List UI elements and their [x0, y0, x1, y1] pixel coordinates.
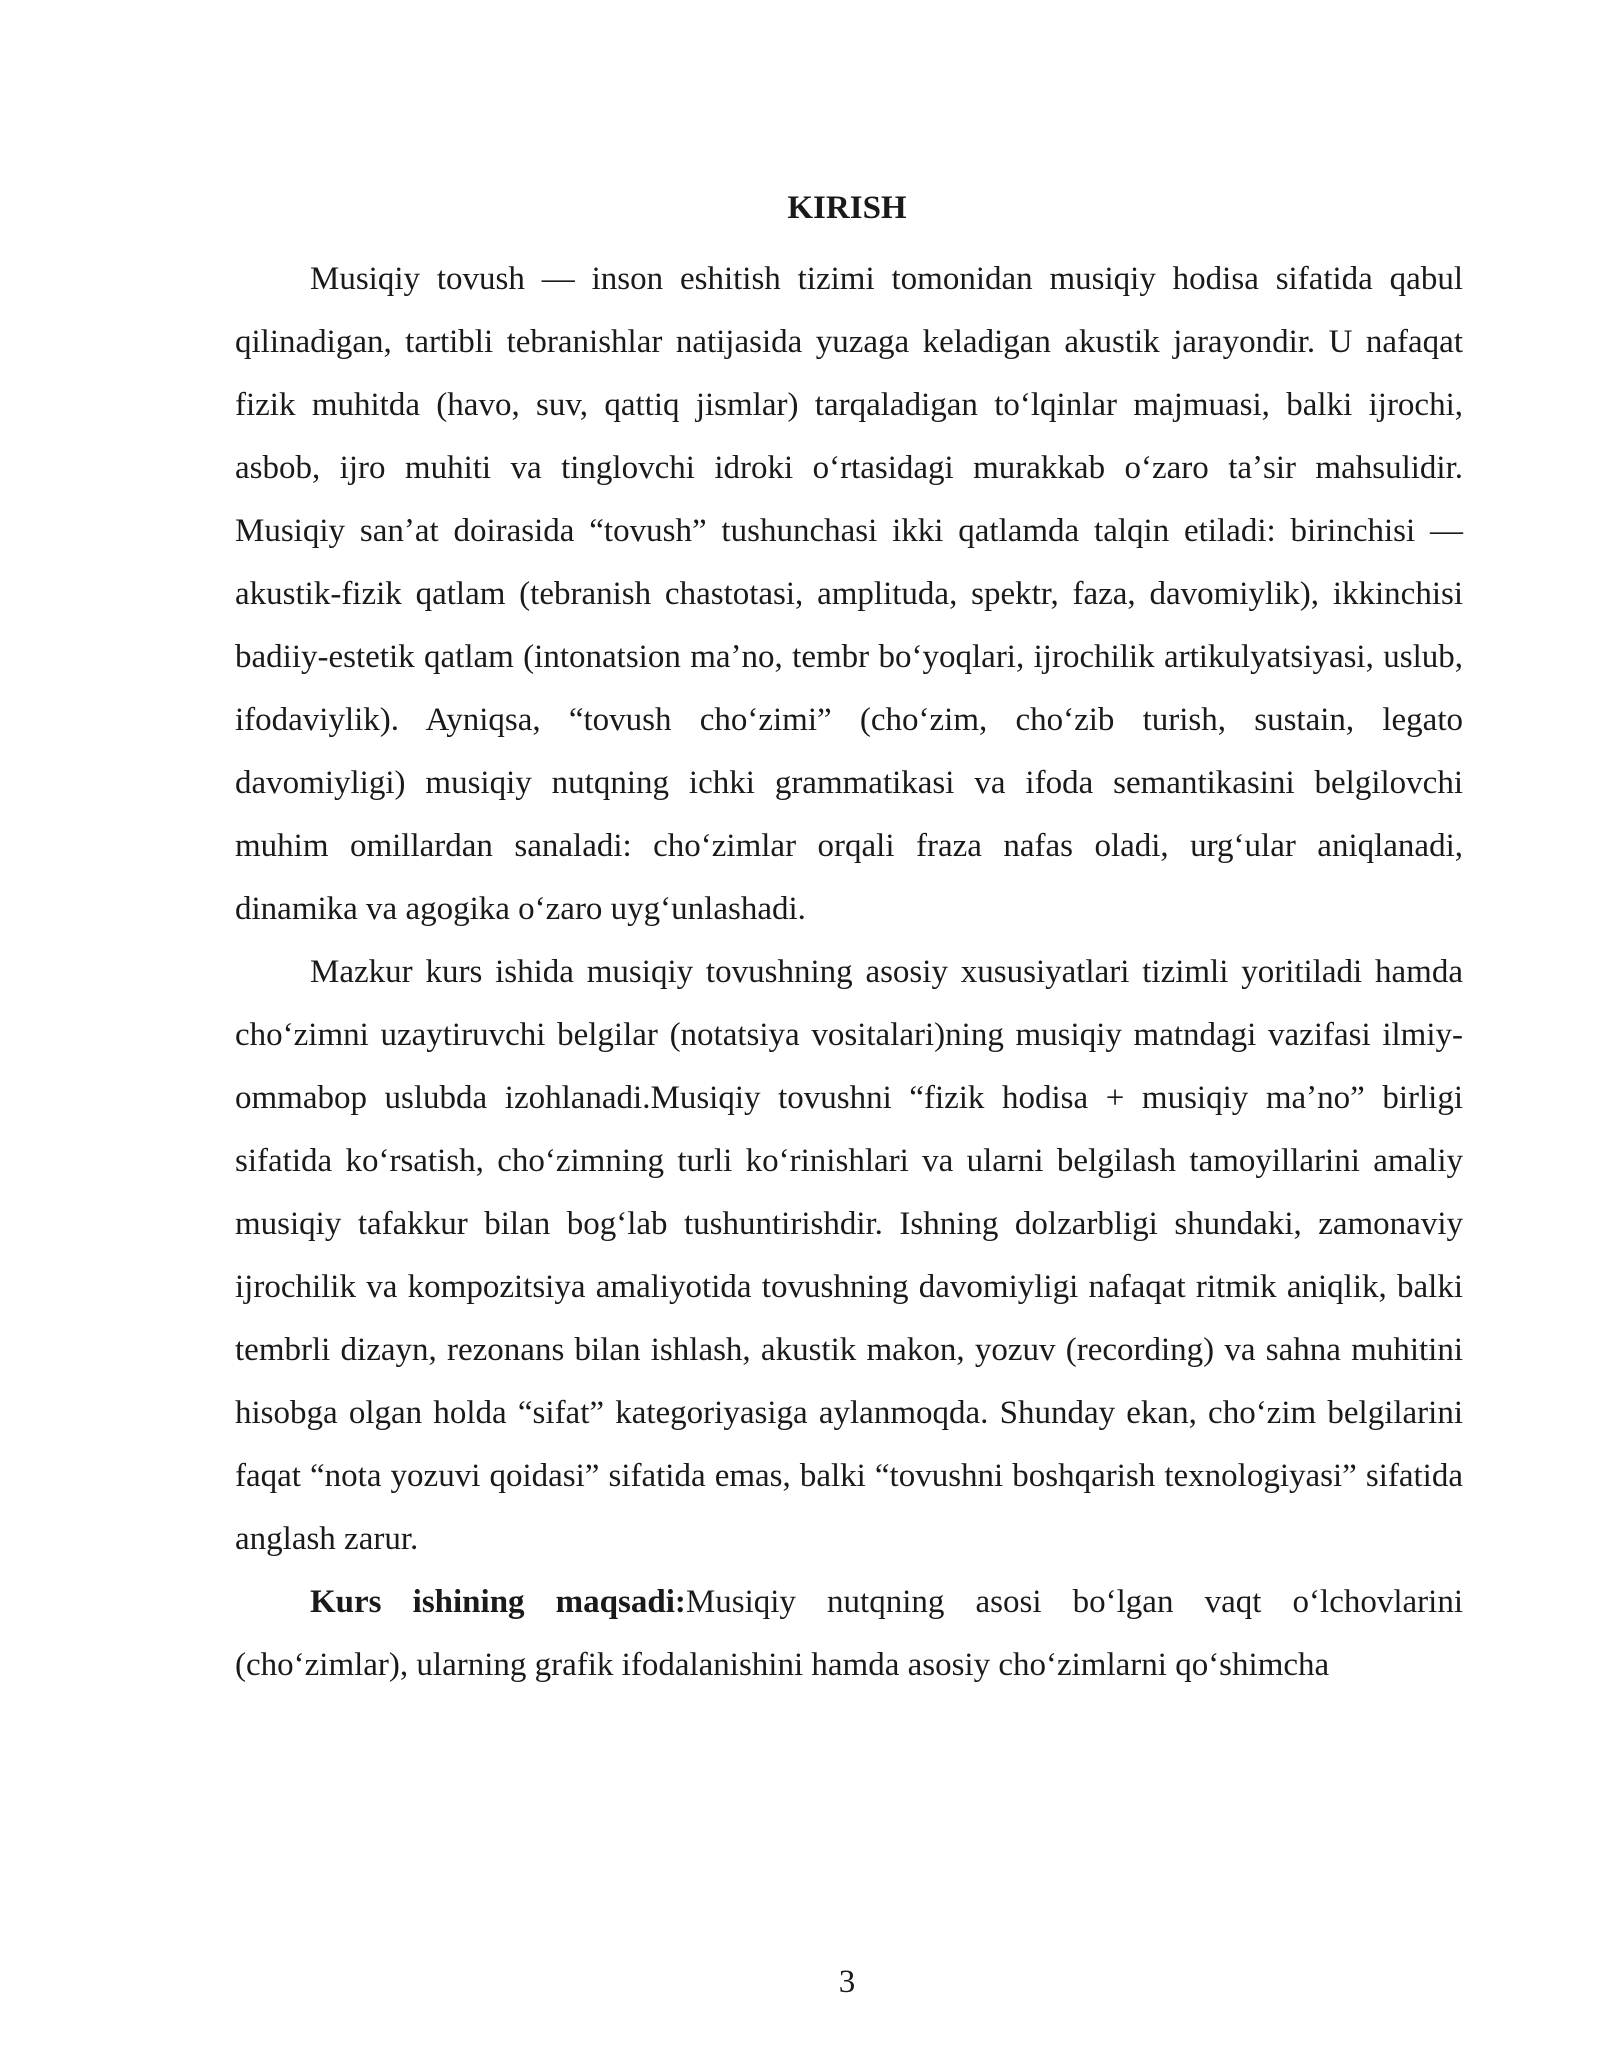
goal-lead-label: Kurs ishining maqsadi: — [310, 1584, 686, 1620]
document-body — [235, 248, 1463, 1697]
paragraph-relevance: Mazkur kurs ishida musiqiy tovushning asosiy xususiyatlari tizimli yoritiladi hamda choʻzimni uzaytiruvchi belgilar (notatsiya vositalari)ning musiqiy matndagi vazifasi ilmiy-ommabop uslubda izohlanadi.Musiqiy tovushni “fizik hodisa + musiqiy maʼno” birligi sifatida koʻrsatish, choʻzimning turli koʻrinishlari va ularni belgilash tamoyillarini amaliy musiqiy tafakkur bilan bogʻlab tushuntirishdir. Ishning dolzarbligi shundaki, zamonaviy ijrochilik va kompozitsiya amaliyotida tovushning davomiyligi nafaqat ritmik aniqlik, balki tembrli dizayn, rezonans bilan ishlash, akustik makon, yozuv (recording) va sahna muhitini hisobga olgan holda “sifat” kategoriyasiga aylanmoqda. Shunday ekan, choʻzim belgilarini faqat “nota yozuvi qoidasi” sifatida emas, balki “tovushni boshqarish texnologiyasi” sifatida anglash zarur. — [235, 954, 1463, 1557]
page-number: 3 — [838, 1964, 856, 2000]
paragraph-goal — [235, 1571, 1463, 1697]
goal-text: Musiqiy nutqning asosi boʻlgan vaqt oʻlchovlarini (choʻzimlar), ularning grafik ifodalanishini hamda asosiy choʻzimlarni qoʻshimcha — [235, 1584, 1463, 1683]
section-heading: KIRISH — [787, 190, 907, 226]
paragraph-intro: Musiqiy tovush — inson eshitish tizimi tomonidan musiqiy hodisa sifatida qabul qilinadigan, tartibli tebranishlar natijasida yuzaga keladigan akustik jarayondir. U nafaqat fizik muhitda (havo, suv, qattiq jismlar) tarqaladigan toʻlqinlar majmuasi, balki ijrochi, asbob, ijro muhiti va tinglovchi idroki oʻrtasidagi murakkab oʻzaro taʼsir mahsulidir. Musiqiy sanʼat doirasida “tovush” tushunchasi ikki qatlamda talqin etiladi: birinchisi — akustik-fizik qatlam (tebranish chastotasi, amplituda, spektr, faza, davomiylik), ikkinchisi badiiy-estetik qatlam (intonatsion maʼno, tembr boʻyoqlari, ijrochilik artikulyatsiyasi, uslub, ifodaviylik). Ayniqsa, “tovush choʻzimi” (choʻzim, choʻzib turish, sustain, legato davomiyligi) musiqiy nutqning ichki grammatikasi va ifoda semantikasini belgilovchi muhim omillardan sanaladi: choʻzimlar orqali fraza nafas oladi, urgʻular aniqlanadi, dinamika va agogika oʻzaro uygʻunlashadi. — [235, 261, 1463, 927]
